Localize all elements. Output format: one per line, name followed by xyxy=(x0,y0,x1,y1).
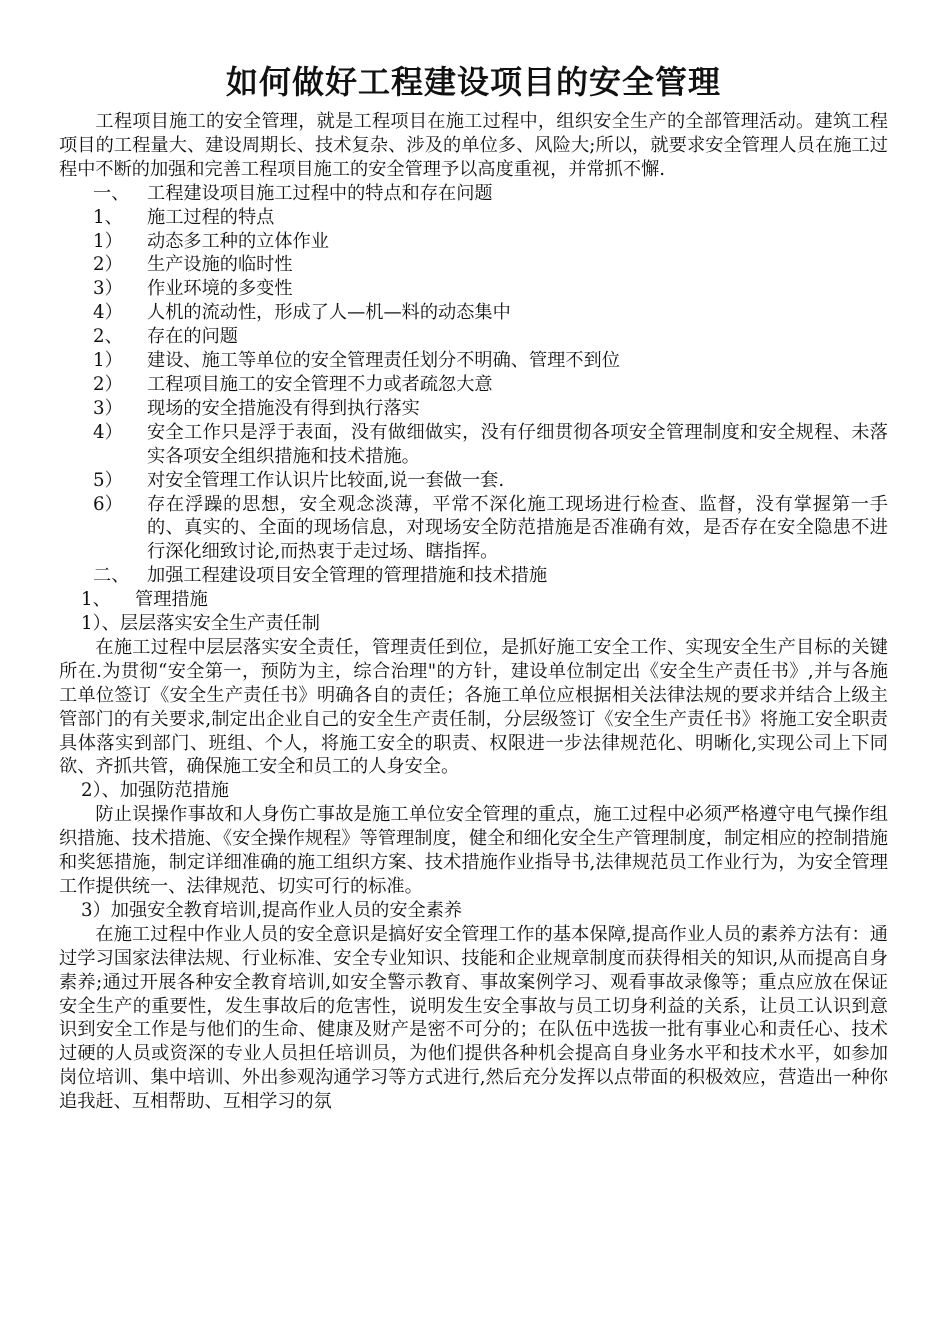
list-item-text: 工程项目施工的安全管理不力或者疏忽大意 xyxy=(147,373,493,395)
measure-paragraph-2: 防止误操作事故和人身伤亡事故是施工单位安全管理的重点，施工过程中必须严格遵守电气操作组织措施、技术措施、《安全操作规程》等管理制度，健全和细化安全生产管理制度，制定相应的控制措施和奖惩措施，制定详细准确的施工组织方案、技术措施作业指导书,法律规范员工作业行为，为安全管理工作提供统一、法律规范、切实可行的标准。 xyxy=(59,804,888,897)
subsection-number: 1、 xyxy=(81,589,111,611)
list-item xyxy=(59,277,888,301)
measure-heading-2: 2）、加强防范措施 xyxy=(81,780,229,802)
document-title: 如何做好工程建设项目的安全管理 xyxy=(225,63,721,101)
list-item-number: 4） xyxy=(93,421,123,443)
list-item-text: 作业环境的多变性 xyxy=(147,278,293,300)
list-item xyxy=(59,349,888,373)
list-item-number: 1） xyxy=(93,230,123,252)
subsection-heading-1-1 xyxy=(59,206,888,230)
list-item-text: 动态多工种的立体作业 xyxy=(147,230,329,252)
subsection-heading-2-1 xyxy=(59,588,888,612)
list-item-number: 1） xyxy=(93,350,123,372)
list-item-number: 3） xyxy=(93,397,123,419)
list-item xyxy=(59,253,888,277)
subsection-heading-1-2 xyxy=(59,325,888,349)
list-item-text: 人机的流动性，形成了人—机—料的动态集中 xyxy=(147,302,511,324)
section-number: 二、 xyxy=(93,565,130,587)
section-heading-1 xyxy=(59,182,888,206)
list-item xyxy=(59,397,888,421)
list-item-number: 3） xyxy=(93,278,123,300)
section-title: 工程建设项目施工过程中的特点和存在问题 xyxy=(147,182,493,204)
list-item xyxy=(59,373,888,397)
list-item-text: 存在浮躁的思想，安全观念淡薄，平常不深化施工现场进行检查、监督，没有掌握第一手的、真实的、全面的现场信息，对现场安全防范措施是否准确有效，是否存在安全隐患不进行深化细致讨论,而热衷于走过场、瞎指挥。 xyxy=(147,493,888,563)
list-item-number: 4） xyxy=(93,302,123,324)
section-number: 一、 xyxy=(93,182,130,204)
list-item-text: 生产设施的临时性 xyxy=(147,254,293,276)
list-item xyxy=(59,493,888,565)
list-item-text: 现场的安全措施没有得到执行落实 xyxy=(147,397,420,419)
section-title: 加强工程建设项目安全管理的管理措施和技术措施 xyxy=(147,565,548,587)
list-item-number: 2） xyxy=(93,373,123,395)
list-item-text: 对安全管理工作认识片比较面,说一套做一套. xyxy=(147,469,505,491)
list-item-text: 安全工作只是浮于表面，没有做细做实，没有仔细贯彻各项安全管理制度和安全规程、未落实各项安全组织措施和技术措施。 xyxy=(147,421,888,467)
list-item-text: 建设、施工等单位的安全管理责任划分不明确、管理不到位 xyxy=(147,350,620,372)
subsection-title: 管理措施 xyxy=(135,589,208,611)
measure-heading-1: 1）、层层落实安全生产责任制 xyxy=(81,613,320,635)
list-item-number: 6） xyxy=(93,493,123,515)
subsection-title: 存在的问题 xyxy=(147,326,238,348)
list-item xyxy=(59,469,888,493)
measure-heading-3: 3）加强安全教育培训,提高作业人员的安全素养 xyxy=(81,899,463,921)
measure-paragraph-3: 在施工过程中作业人员的安全意识是搞好安全管理工作的基本保障,提高作业人员的素养方法有：通过学习国家法律法规、行业标准、安全专业知识、技能和企业规章制度而获得相关的知识,从而提高自身素养;通过开展各种安全教育培训,如安全警示教育、事故案例学习、观看事故录像等；重点应放在保证安全生产的重要性，发生事故后的危害性，说明发生安全事故与员工切身利益的关系，让员工认识到意识到安全工作是与他们的生命、健康及财产是密不可分的；在队伍中选拔一批有事业心和责任心、技术过硬的人员或资深的专业人员担任培训员，为他们提供各种机会提高自身业务水平和技术水平，如参加岗位培训、集中培训、外出参观沟通学习等方式进行,然后充分发挥以点带面的积极效应，营造出一种你追我赶、互相帮助、互相学习的氛 xyxy=(59,923,888,1113)
subsection-number: 2、 xyxy=(93,326,123,348)
subsection-number: 1、 xyxy=(93,206,123,228)
section-heading-2 xyxy=(59,564,888,588)
list-item-number: 5） xyxy=(93,469,123,491)
measure-paragraph-1: 在施工过程中层层落实安全责任，管理责任到位，是抓好施工安全工作、实现安全生产目标的关键所在.为贯彻“安全第一，预防为主，综合治理"的方针，建设单位制定出《安全生产责任书》,并与各施工单位签订《安全生产责任书》明确各自的责任；各施工单位应根据相关法律法规的要求并结合上级主管部门的有关要求,制定出企业自己的安全生产责任制，分层级签订《安全生产责任书》将施工安全职责具体落实到部门、班组、个人，将施工安全的职责、权限进一步法律规范化、明晰化,实现公司上下同欲、齐抓共管，确保施工安全和员工的人身安全。 xyxy=(59,636,888,778)
subsection-title: 施工过程的特点 xyxy=(147,206,275,228)
list-item xyxy=(59,301,888,325)
list-item xyxy=(59,421,888,469)
intro-paragraph: 工程项目施工的安全管理，就是工程项目在施工过程中，组织安全生产的全部管理活动。建筑工程项目的工程量大、建设周期长、技术复杂、涉及的单位多、风险大;所以，就要求安全管理人员在施工过程中不断的加强和完善工程项目施工的安全管理予以高度重视，并常抓不懈. xyxy=(59,111,888,180)
list-item-number: 2） xyxy=(93,254,123,276)
list-item xyxy=(59,230,888,254)
